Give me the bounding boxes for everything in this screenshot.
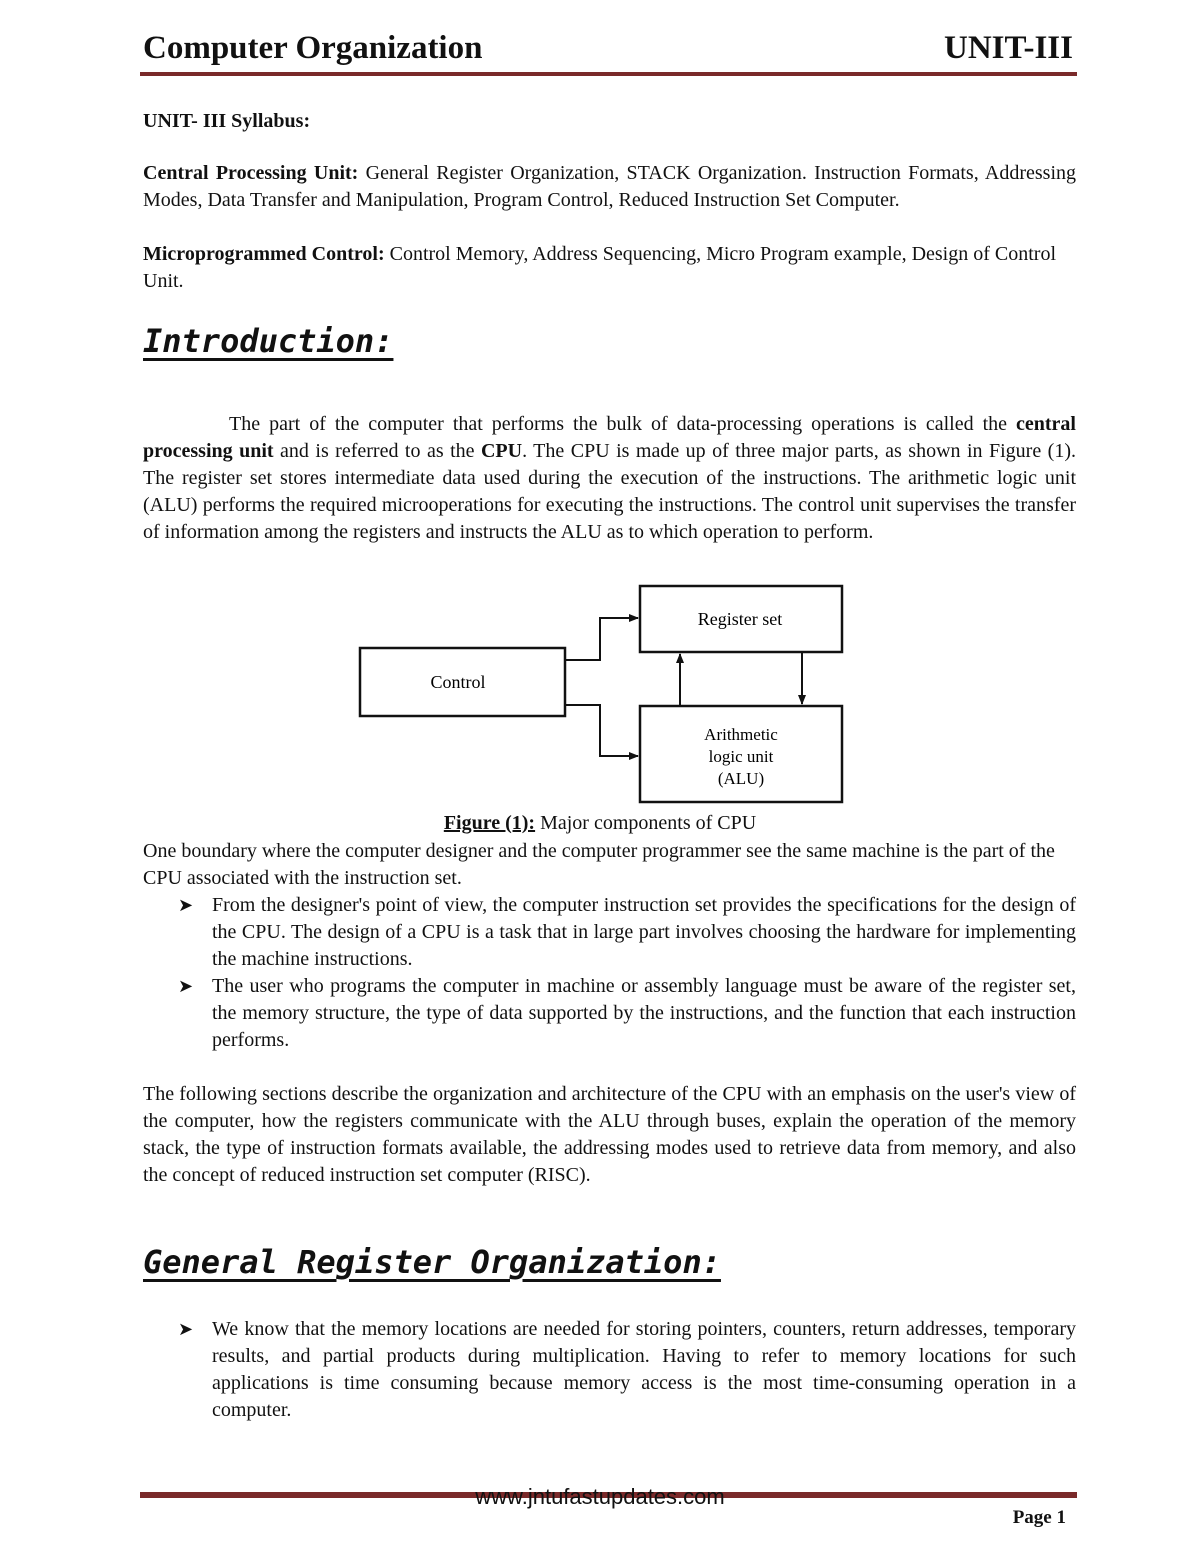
control-to-register-arrow [565, 618, 638, 660]
intro-text-b: and is referred to as the [273, 440, 481, 462]
arrow-bullet-icon: ➤ [178, 895, 194, 916]
intro-bold-cpu-name: central processing unit [143, 413, 1076, 462]
cpu-components-diagram [355, 578, 855, 810]
figure-caption-text: Major components of CPU [535, 812, 757, 834]
gro-bullet-list [143, 1316, 1076, 1424]
syllabus-cpu-paragraph [143, 160, 1076, 214]
header-rule [140, 72, 1077, 76]
gro-bullet-text: We know that the memory locations are needed for storing pointers, counters, return addresses, temporary results, and partial products during multiplication. Having to refer to memory locations for such applications is time consuming because memory access is the most time-consuming operation in a computer. [212, 1318, 1076, 1421]
boundary-bullet-text: The user who programs the computer in machine or assembly language must be aware of the register set, the memory structure, the type of data supported by the instructions, and the function that each instruction performs. [212, 975, 1076, 1051]
syllabus-heading: UNIT- III Syllabus: [143, 110, 311, 132]
syllabus-cpu-text: General Register Organization, STACK Organization. Instruction Formats, Addressing Modes, Data Transfer and Manipulation, Program Control, Reduced Instruction Set Computer. [143, 162, 1077, 211]
intro-bold-cpu: CPU [480, 440, 523, 462]
syllabus-micro-label: Microprogrammed Control: [143, 243, 385, 265]
header-title: Computer Organization [143, 30, 483, 66]
intro-text-a: The part of the computer that performs the bulk of data-processing operations is called the [229, 413, 1017, 435]
alu-label-line1: Arithmetic [704, 725, 778, 744]
arrow-bullet-icon: ➤ [178, 976, 194, 997]
syllabus-cpu-label: Central Processing Unit: [143, 162, 359, 184]
list-item [143, 892, 1076, 973]
boundary-bullet-text: From the designer's point of view, the computer instruction set provides the specifications for the design of the CPU. The design of a CPU is a task that in large part involves choosing the hardware for implementing the machine instructions. [212, 894, 1076, 970]
arrow-bullet-icon: ➤ [178, 1319, 194, 1340]
header-unit: UNIT-III [943, 30, 1073, 66]
footer-url[interactable]: www.jntufastupdates.com [475, 1484, 725, 1509]
intro-title: Introduction: [143, 322, 394, 360]
boundary-bullet-list [143, 892, 1076, 1054]
list-item [143, 1316, 1076, 1424]
alu-label-line3: (ALU) [717, 769, 765, 788]
control-to-alu-arrow [565, 705, 638, 756]
sections-paragraph: The following sections describe the organization and architecture of the CPU with an emphasis on the user's view of the computer, how the registers communicate with the ALU through buses, explain the operation of the memory stack, the type of instruction formats available, the addressing modes used to retrieve data from memory, and also the concept of reduced instruction set computer (RISC). [143, 1083, 1076, 1186]
intro-paragraph [143, 411, 1076, 546]
syllabus-micro-text: Control Memory, Address Sequencing, Micro Program example, Design of Control Unit. [143, 243, 1057, 292]
figure-caption-label: Figure (1): [443, 812, 536, 834]
list-item [143, 973, 1076, 1054]
register-set-label: Register set [697, 609, 783, 629]
alu-label-line2: logic unit [708, 747, 774, 766]
figure-caption [0, 812, 1200, 835]
page-number: Page 1 [1012, 1507, 1066, 1528]
syllabus-micro-paragraph [143, 241, 1076, 295]
general-register-title: General Register Organization: [143, 1243, 721, 1281]
control-label: Control [430, 672, 486, 692]
boundary-paragraph: One boundary where the computer designer and the computer programmer see the same machine is the part of the CPU associated with the instruction set. [143, 840, 1055, 889]
intro-text-c: . The CPU is made up of three major parts, as shown in Figure (1). The register set stores intermediate data used during the execution of the instructions. The arithmetic logic unit (ALU) performs the required microoperations for executing the instructions. The control unit supervises the transfer of information among the registers and instructs the ALU as to which operation to perform. [143, 440, 1076, 543]
